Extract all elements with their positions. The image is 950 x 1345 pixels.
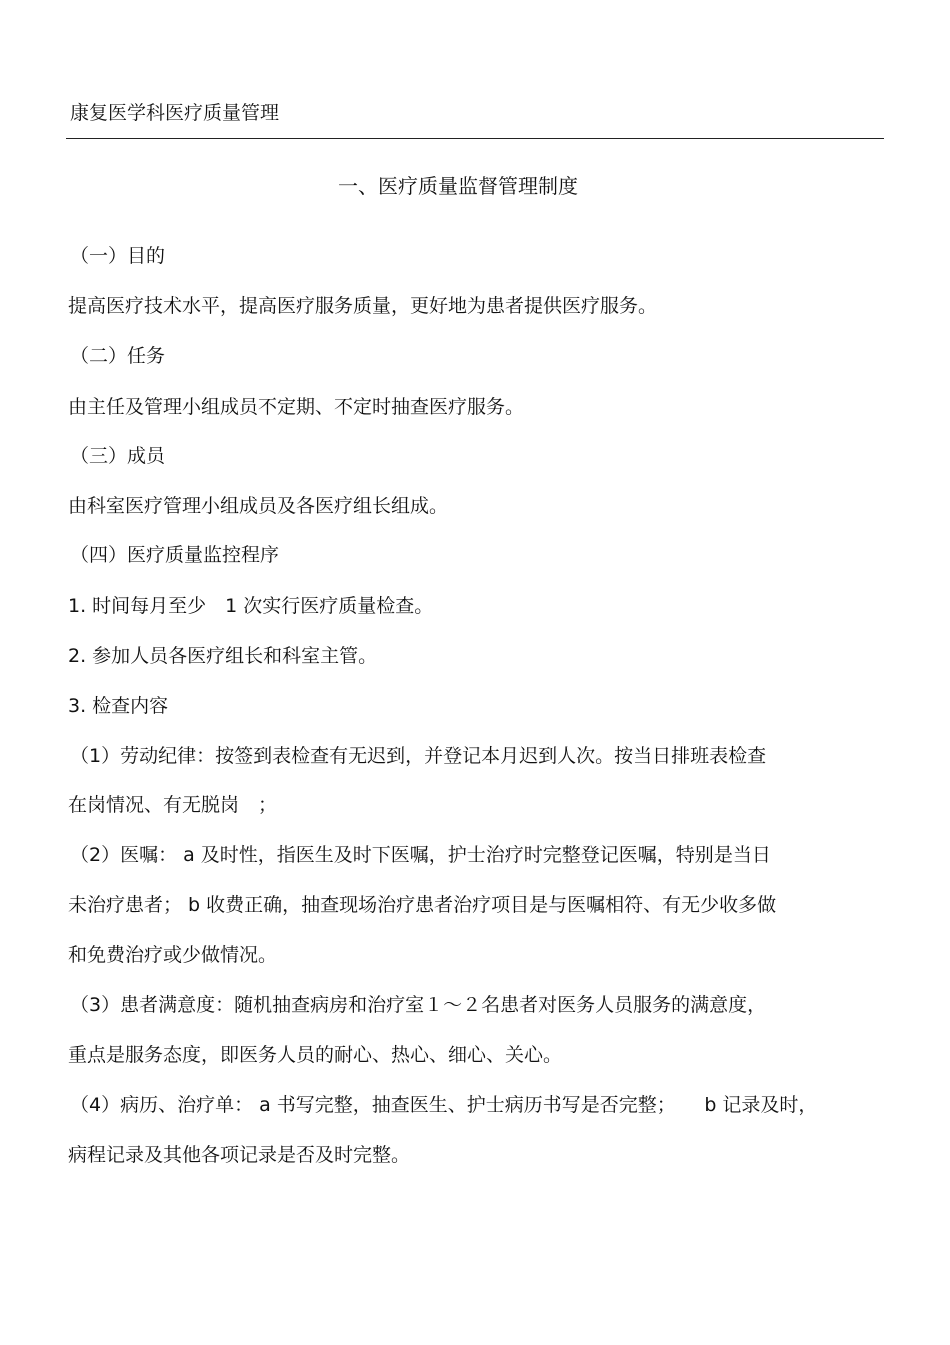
check-item-records: （4）病历、治疗单： a 书写完整，抽查医生、护士病历书写是否完整； b 记录及时，	[70, 1094, 818, 1116]
check-item-orders-cont-2: 和免费治疗或少做情况。	[68, 944, 278, 966]
document-title: 一、医疗质量监督管理制度	[338, 174, 578, 198]
list-item-3: 3. 检查内容	[68, 695, 169, 717]
section-heading-purpose: （一）目的	[70, 245, 166, 267]
list-item-1: 1. 时间每月至少 1 次实行医疗质量检查。	[68, 595, 434, 617]
check-item-orders-cont-1: 未治疗患者； b 收费正确，抽查现场治疗患者治疗项目是与医嘱相符、有无少收多做	[68, 894, 777, 916]
check-item-discipline: （1）劳动纪律：按签到表检查有无迟到，并登记本月迟到人次。按当日排班表检查	[70, 745, 767, 767]
paragraph-task: 由主任及管理小组成员不定期、不定时抽查医疗服务。	[68, 396, 525, 418]
check-item-records-cont: 病程记录及其他各项记录是否及时完整。	[68, 1144, 411, 1166]
check-item-discipline-cont: 在岗情况、有无脱岗 ；	[68, 794, 278, 816]
paragraph-members: 由科室医疗管理小组成员及各医疗组长组成。	[68, 495, 449, 517]
check-item-satisfaction-cont: 重点是服务态度，即医务人员的耐心、热心、细心、关心。	[68, 1044, 563, 1066]
section-heading-task: （二）任务	[70, 345, 166, 367]
header-divider	[66, 138, 884, 139]
check-item-satisfaction: （3）患者满意度：随机抽查病房和治疗室１～２名患者对医务人员服务的满意度，	[70, 994, 767, 1016]
list-item-2: 2. 参加人员各医疗组长和科室主管。	[68, 645, 378, 667]
paragraph-purpose: 提高医疗技术水平，提高医疗服务质量，更好地为患者提供医疗服务。	[68, 295, 658, 317]
check-item-orders: （2）医嘱： a 及时性，指医生及时下医嘱，护士治疗时完整登记医嘱，特别是当日	[70, 844, 771, 866]
section-heading-members: （三）成员	[70, 445, 166, 467]
section-heading-procedure: （四）医疗质量监控程序	[70, 544, 280, 566]
running-header: 康复医学科医疗质量管理	[70, 102, 280, 124]
